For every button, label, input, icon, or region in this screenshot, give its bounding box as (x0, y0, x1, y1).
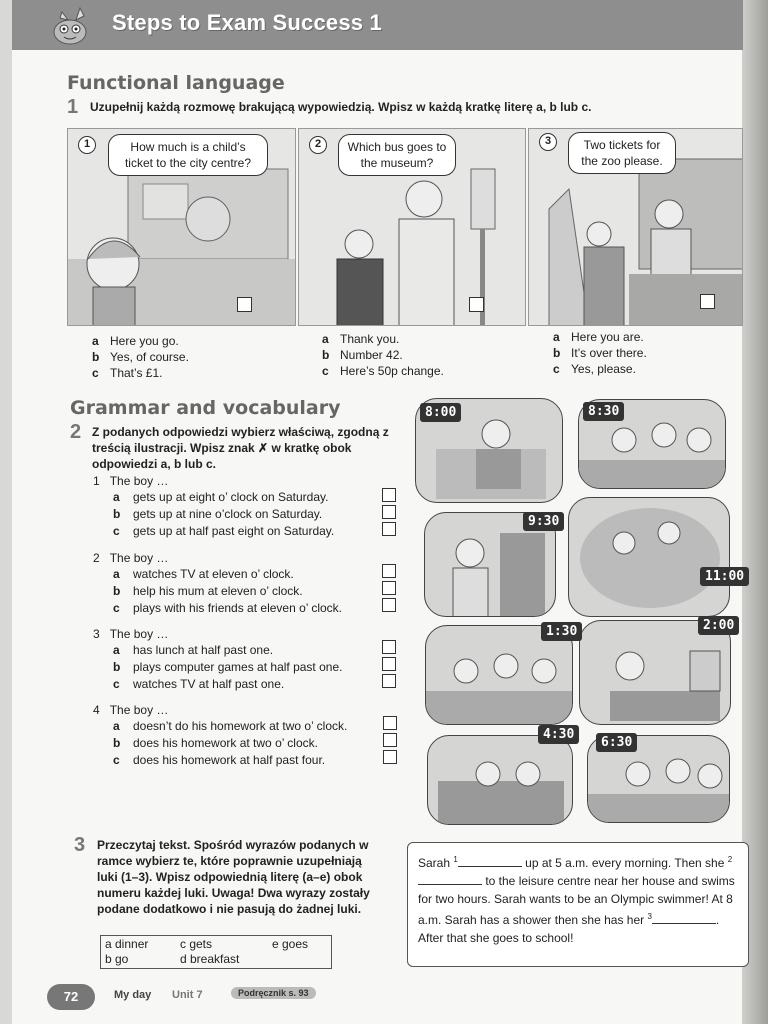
task-number-3: 3 (74, 834, 86, 856)
question-number: 4 (93, 703, 100, 717)
option-letter: b (113, 660, 121, 674)
option-row (113, 752, 347, 769)
word-option: c gets (180, 937, 213, 951)
reading-text-box (407, 842, 749, 967)
option-letter: b (553, 346, 561, 360)
option-text: Here you are. (571, 330, 644, 344)
checkbox-q1-b[interactable] (382, 505, 396, 519)
checkbox-q4-a[interactable] (383, 716, 397, 730)
illustration-homework (579, 620, 731, 725)
option-letter: c (113, 524, 120, 538)
option-letter: a (113, 719, 120, 733)
option-row (92, 349, 189, 365)
option-letter: c (113, 601, 120, 615)
option-row (322, 347, 444, 363)
clock-label-0130: 1:30 (541, 622, 582, 641)
option-row (322, 331, 444, 347)
option-letter: b (322, 348, 330, 362)
gap-1-field[interactable] (458, 855, 522, 867)
question-1-options (113, 489, 334, 540)
checkbox-q3-b[interactable] (382, 657, 396, 671)
text-part: . After that she goes to school! (418, 913, 720, 945)
word-option: d breakfast (180, 952, 240, 966)
option-row (322, 363, 444, 379)
clock-label-0930: 9:30 (523, 512, 564, 531)
option-row (113, 642, 342, 659)
option-row (113, 676, 342, 693)
question-2-options (113, 566, 342, 617)
task-3-instruction: Przeczytaj tekst. Spośród wyrazów podanych w ramce wybierz te, które poprawnie uzupełniają luki (1–3). Wpisz odpowiednią literę (a–e) obok numeru każdej luki. Uwaga! Dwa wyrazy zostały podane dodatkowo i nie pasują do żadnej luki. (97, 838, 370, 916)
option-text: gets up at nine o’clock on Saturday. (133, 507, 323, 521)
gap-number: 3 (647, 912, 652, 921)
option-text: Here’s 50p change. (340, 364, 444, 378)
option-text: doesn’t do his homework at two o’ clock. (133, 719, 348, 733)
page-title: Steps to Exam Success 1 (112, 10, 382, 35)
option-text: does his homework at two o’ clock. (133, 736, 318, 750)
option-text: It’s over there. (571, 346, 647, 360)
unit-title: My day (114, 989, 152, 1001)
option-letter: c (322, 364, 329, 378)
option-text: gets up at half past eight on Saturday. (133, 524, 335, 538)
panel-3-answer-box[interactable] (700, 294, 715, 309)
checkbox-q1-c[interactable] (382, 522, 396, 536)
mascot-icon (40, 2, 100, 48)
option-letter: c (553, 362, 560, 376)
task-number-2: 2 (70, 421, 82, 443)
option-letter: a (322, 332, 329, 346)
panel-2-answer-box[interactable] (469, 297, 484, 312)
checkbox-q3-a[interactable] (382, 640, 396, 654)
option-text: watches TV at half past one. (133, 677, 285, 691)
option-row (553, 329, 647, 345)
task-2-instruction: Z podanych odpowiedzi wybierz właściwą, zgodną z treścią ilustracji. Wpisz znak ✗ w kratkę obok odpowiedzi a, b lub c. (92, 425, 389, 471)
text-part: up at 5 a.m. every morning. Then she (521, 856, 728, 870)
word-option: e goes (272, 937, 309, 951)
question-stem: The boy … (109, 551, 169, 565)
panel-3-speech-bubble: Two tickets for the zoo please. (568, 132, 676, 174)
question-4-head (93, 703, 168, 717)
clock-label-0200: 2:00 (698, 616, 739, 635)
question-1-head (93, 474, 168, 488)
question-3-head (93, 627, 168, 641)
option-letter: c (113, 753, 120, 767)
panel-2-number: 2 (309, 136, 327, 154)
option-text: Thank you. (340, 332, 400, 346)
question-stem: The boy … (109, 627, 169, 641)
checkbox-q2-c[interactable] (382, 598, 396, 612)
word-box-row (105, 952, 327, 967)
option-text: plays with his friends at eleven o’ clock. (133, 601, 342, 615)
gap-number: 1 (453, 855, 458, 864)
text-part: Sarah (418, 856, 454, 870)
option-row (92, 365, 189, 381)
option-text: Yes, please. (571, 362, 636, 376)
option-text: That’s £1. (110, 366, 163, 380)
panel-1-number: 1 (78, 136, 96, 154)
checkbox-q4-c[interactable] (383, 750, 397, 764)
gap-3-field[interactable] (652, 912, 716, 924)
checkbox-q2-a[interactable] (382, 564, 396, 578)
panel-1-answer-box[interactable] (237, 297, 252, 312)
option-row (92, 333, 189, 349)
task-number-1: 1 (67, 96, 79, 118)
question-2-head (93, 551, 168, 565)
clock-label-0800: 8:00 (420, 403, 461, 422)
option-row (113, 523, 334, 540)
option-row (113, 506, 334, 523)
option-row (113, 600, 342, 617)
option-letter: c (113, 677, 120, 691)
clock-label-0430: 4:30 (538, 725, 579, 744)
text-part: to the leisure centre near her house and swims for two hours. Sarah wants to be an Olympic swimmer! At 8 a.m. Sarah has a shower then she has her (418, 874, 735, 927)
option-row (113, 659, 342, 676)
option-row (553, 361, 647, 377)
option-text: Number 42. (340, 348, 403, 362)
question-number: 2 (93, 551, 100, 565)
panel-3-options (553, 329, 647, 377)
section-title-grammar: Grammar and vocabulary (70, 397, 341, 419)
option-letter: c (92, 366, 99, 380)
panel-2-speech-bubble: Which bus goes to the museum? (338, 134, 456, 176)
checkbox-q4-b[interactable] (383, 733, 397, 747)
panel-1-speech-bubble: How much is a child’s ticket to the city centre? (108, 134, 268, 176)
checkbox-q1-a[interactable] (382, 488, 396, 502)
option-row (113, 583, 342, 600)
gap-2-field[interactable] (418, 873, 482, 885)
page-number: 72 (47, 984, 95, 1010)
question-number: 3 (93, 627, 100, 641)
option-letter: b (113, 736, 121, 750)
panel-2-options (322, 331, 444, 379)
option-letter: b (92, 350, 100, 364)
question-stem: The boy … (109, 703, 169, 717)
word-option: a dinner (105, 937, 149, 951)
option-letter: a (113, 567, 120, 581)
option-text: Here you go. (110, 334, 179, 348)
option-text: Yes, of course. (110, 350, 189, 364)
option-letter: b (113, 584, 121, 598)
panel-1-options (92, 333, 189, 381)
clock-label-1100: 11:00 (700, 567, 749, 586)
option-row (113, 735, 347, 752)
checkbox-q3-c[interactable] (382, 674, 396, 688)
option-letter: a (553, 330, 560, 344)
question-3-options (113, 642, 342, 693)
task-1-instruction: Uzupełnij każdą rozmowę brakującą wypowiedzią. Wpisz w każdą kratkę literę a, b lub c. (90, 100, 592, 114)
clock-label-0830: 8:30 (583, 402, 624, 421)
panel-3-number: 3 (539, 133, 557, 151)
checkbox-q2-b[interactable] (382, 581, 396, 595)
option-text: has lunch at half past one. (133, 643, 274, 657)
word-box (100, 935, 332, 969)
option-row (113, 718, 347, 735)
question-4-options (113, 718, 347, 769)
clock-label-0630: 6:30 (596, 733, 637, 752)
option-text: help his mum at eleven o’ clock. (133, 584, 303, 598)
option-row (553, 345, 647, 361)
question-stem: The boy … (109, 474, 169, 488)
word-box-row (105, 937, 327, 952)
option-text: plays computer games at half past one. (133, 660, 343, 674)
option-letter: b (113, 507, 121, 521)
option-letter: a (113, 490, 120, 504)
option-text: gets up at eight o’ clock on Saturday. (133, 490, 329, 504)
section-title-functional: Functional language (67, 72, 285, 94)
unit-label: Unit 7 (172, 989, 203, 1001)
textbook-reference: Podręcznik s. 93 (231, 987, 316, 999)
illustration-watching-tv (427, 735, 573, 825)
option-text: does his homework at half past four. (133, 753, 326, 767)
question-number: 1 (93, 474, 100, 488)
option-row (113, 489, 334, 506)
option-letter: a (113, 643, 120, 657)
option-letter: a (92, 334, 99, 348)
option-row (113, 566, 342, 583)
option-text: watches TV at eleven o’ clock. (133, 567, 294, 581)
gap-number: 2 (727, 855, 733, 864)
illustration-friends-playing (568, 497, 730, 617)
word-option: b go (105, 952, 129, 966)
